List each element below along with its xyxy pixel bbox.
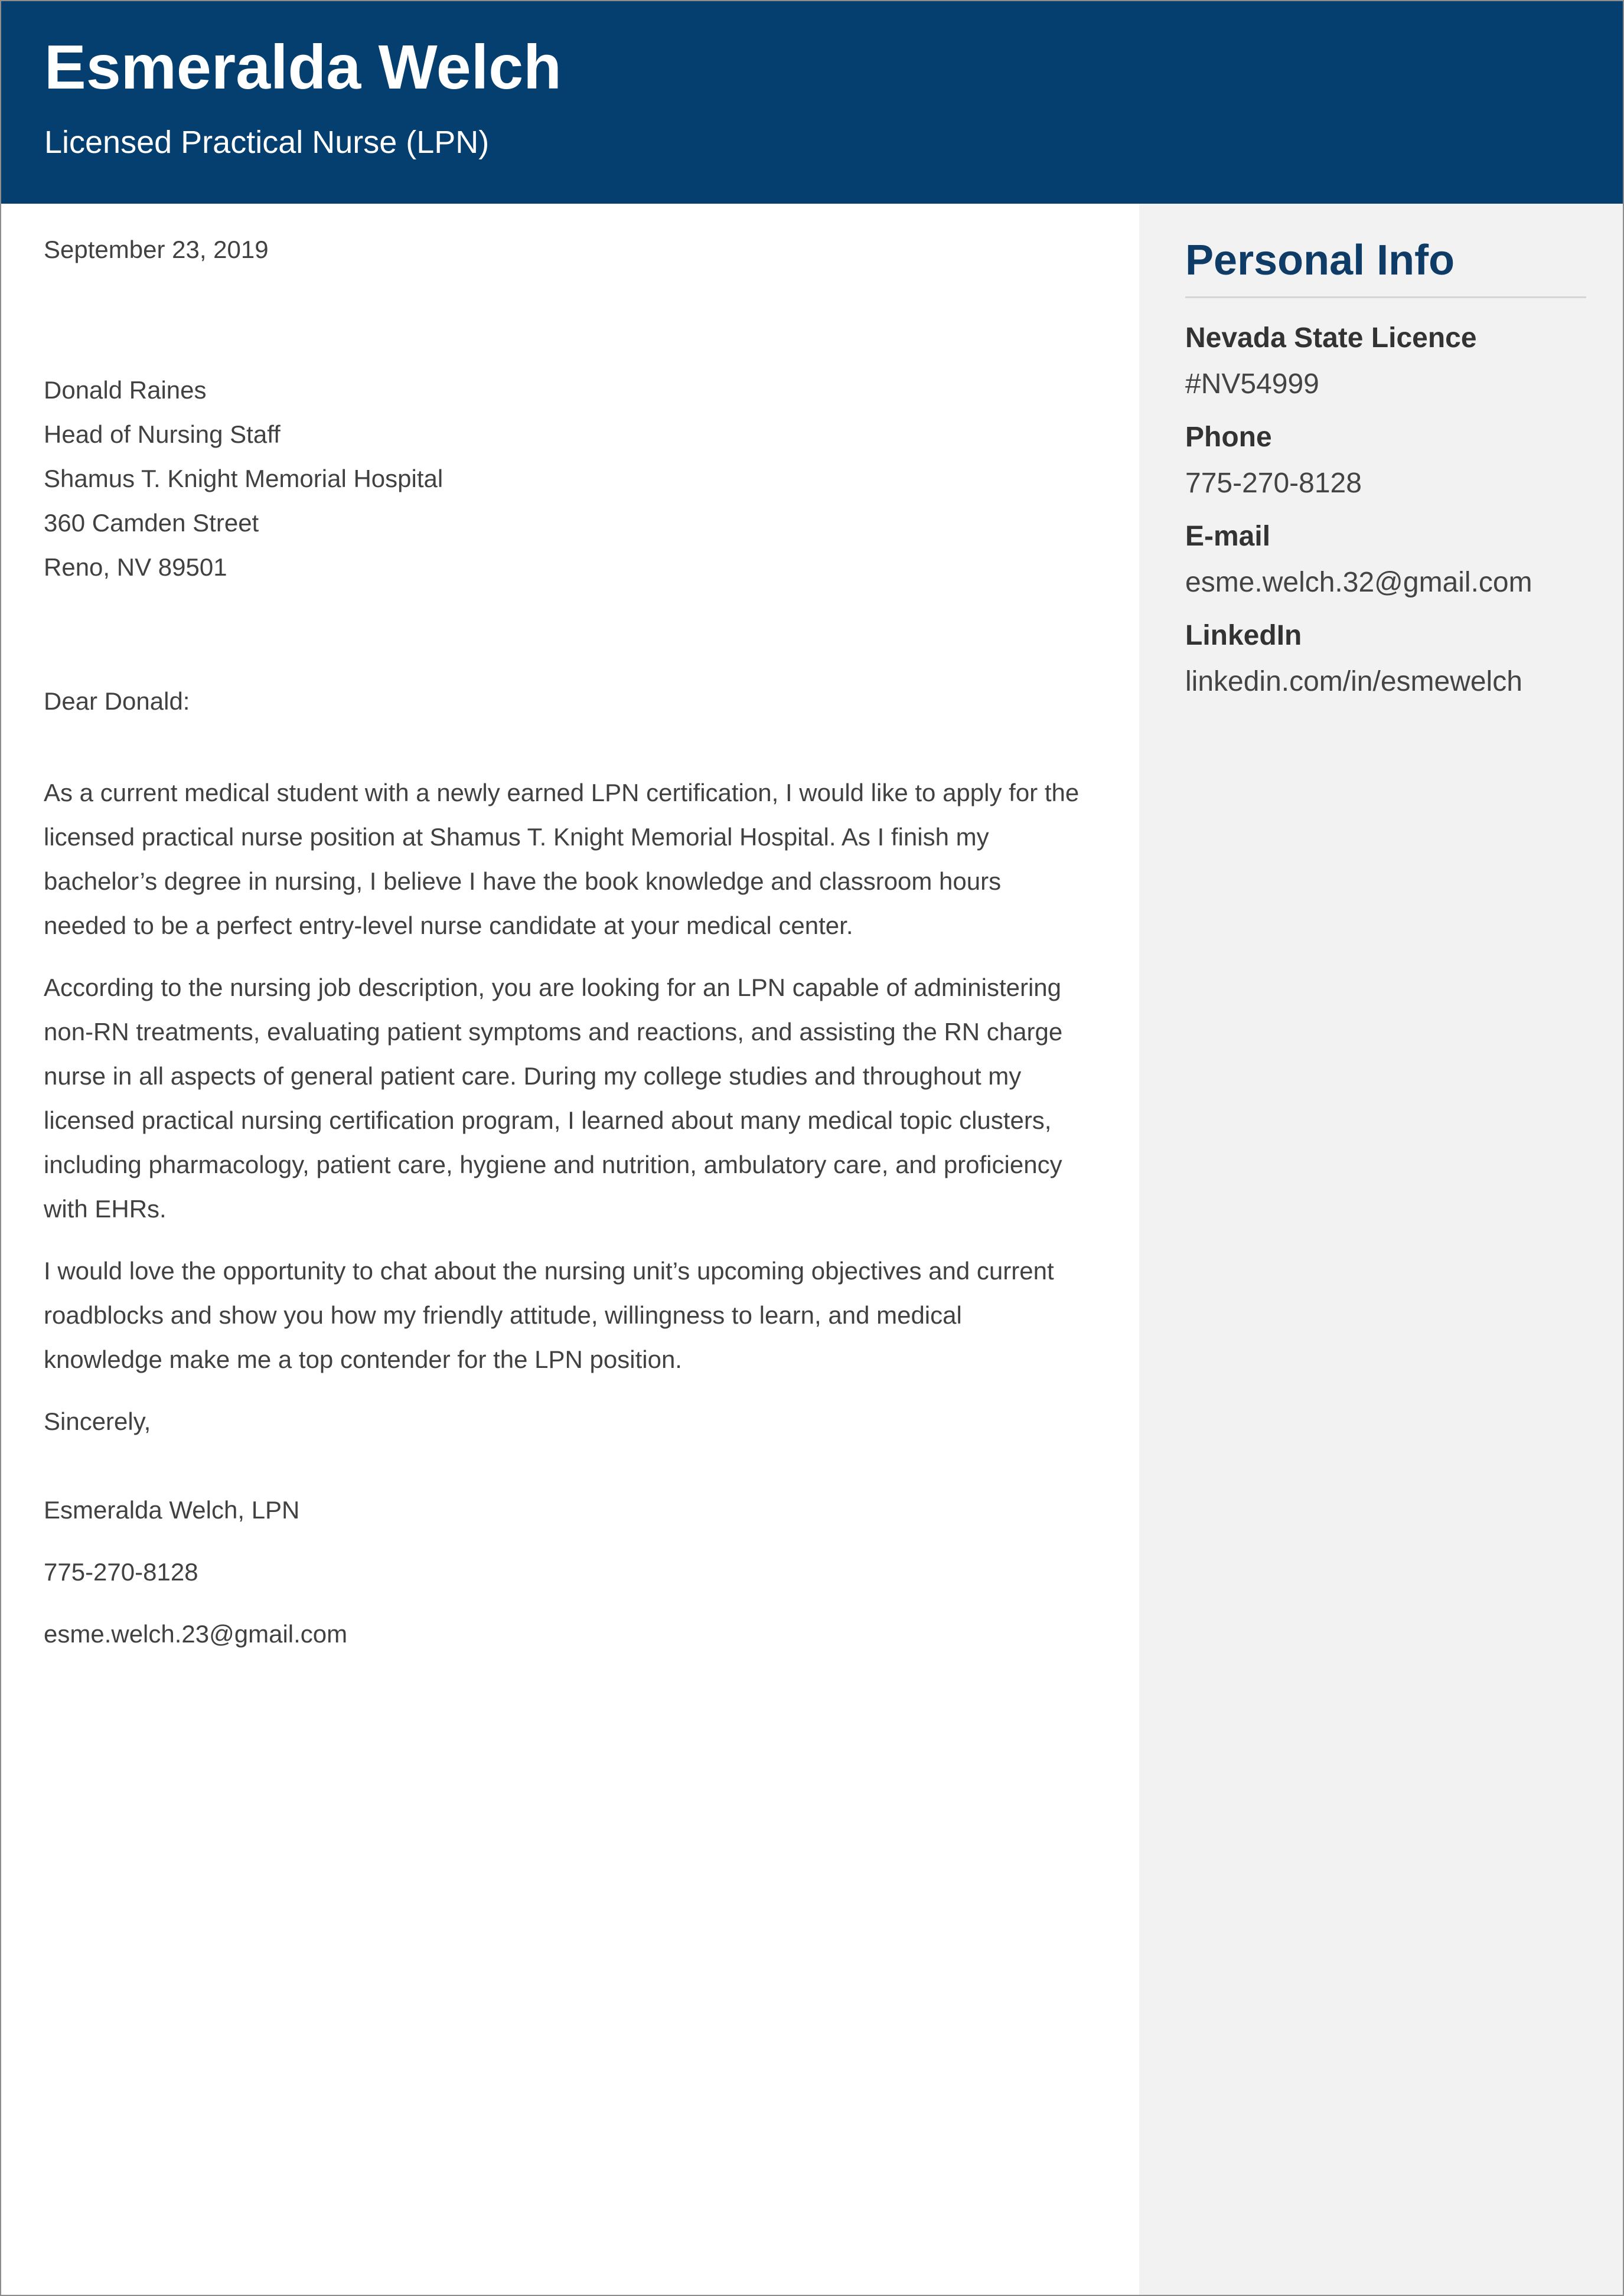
signature-email: esme.welch.23@gmail.com bbox=[44, 1620, 348, 1648]
phone-label: Phone bbox=[1185, 422, 1272, 453]
phone-value: 775-270-8128 bbox=[1185, 468, 1362, 499]
signature-block bbox=[44, 1488, 1084, 1656]
candidate-name: Esmeralda Welch bbox=[44, 32, 562, 102]
paragraph-1: As a current medical student with a newly earned LPN certification, I would like to apply for the licensed practical nurse position at Shamus T. Knight Memorial Hospital. As I finish my bachelor’s degree in nursing, I believe I have the book knowledge and classroom hours needed to be a perfect entry-level nurse candidate at your medical center. bbox=[44, 779, 1080, 939]
sidebar-divider bbox=[1185, 296, 1586, 298]
recipient-name: Donald Raines bbox=[44, 376, 207, 404]
info-group-phone bbox=[1185, 419, 1586, 502]
email-value: esme.welch.32@gmail.com bbox=[1185, 567, 1532, 598]
closing: Sincerely, bbox=[44, 1407, 151, 1435]
salutation: Dear Donald: bbox=[44, 687, 190, 715]
personal-info-sidebar bbox=[1139, 204, 1623, 2295]
paragraph-3: I would love the opportunity to chat about the nursing unit’s upcoming objectives and current roadblocks and show you how my friendly attitude, willingness to learn, and medical knowledge make me a top contender for the LPN position. bbox=[44, 1257, 1054, 1373]
recipient-role: Head of Nursing Staff bbox=[44, 420, 281, 448]
info-group-linkedin bbox=[1185, 617, 1586, 701]
info-group-email bbox=[1185, 518, 1586, 602]
licence-value: #NV54999 bbox=[1185, 368, 1319, 400]
licence-label: Nevada State Licence bbox=[1185, 322, 1477, 354]
recipient-street: 360 Camden Street bbox=[44, 509, 259, 537]
info-group-licence bbox=[1185, 319, 1586, 403]
linkedin-value: linkedin.com/in/esmewelch bbox=[1185, 666, 1522, 697]
header-banner bbox=[1, 1, 1623, 204]
recipient-block bbox=[44, 368, 1084, 589]
email-label: E-mail bbox=[1185, 521, 1271, 552]
paragraph-2: According to the nursing job description, you are looking for an LPN capable of administering non-RN treatments, evaluating patient symptoms and reactions, and assisting the RN charge nurse in all aspects of general patient care. During my college studies and throughout my licensed practical nursing certification program, I learned about many medical topic clusters, including pharmacology, patient care, hygiene and nutrition, ambulatory care, and proficiency with EHRs. bbox=[44, 974, 1063, 1223]
personal-info-heading: Personal Info bbox=[1185, 237, 1455, 284]
signature-phone: 775-270-8128 bbox=[44, 1558, 198, 1586]
letter-date: September 23, 2019 bbox=[44, 236, 269, 263]
signature-name: Esmeralda Welch, LPN bbox=[44, 1496, 300, 1524]
recipient-city: Reno, NV 89501 bbox=[44, 553, 227, 581]
linkedin-label: LinkedIn bbox=[1185, 620, 1302, 651]
letter-body bbox=[44, 204, 1084, 1656]
recipient-organization: Shamus T. Knight Memorial Hospital bbox=[44, 465, 443, 492]
candidate-job-title: Licensed Practical Nurse (LPN) bbox=[44, 125, 490, 160]
